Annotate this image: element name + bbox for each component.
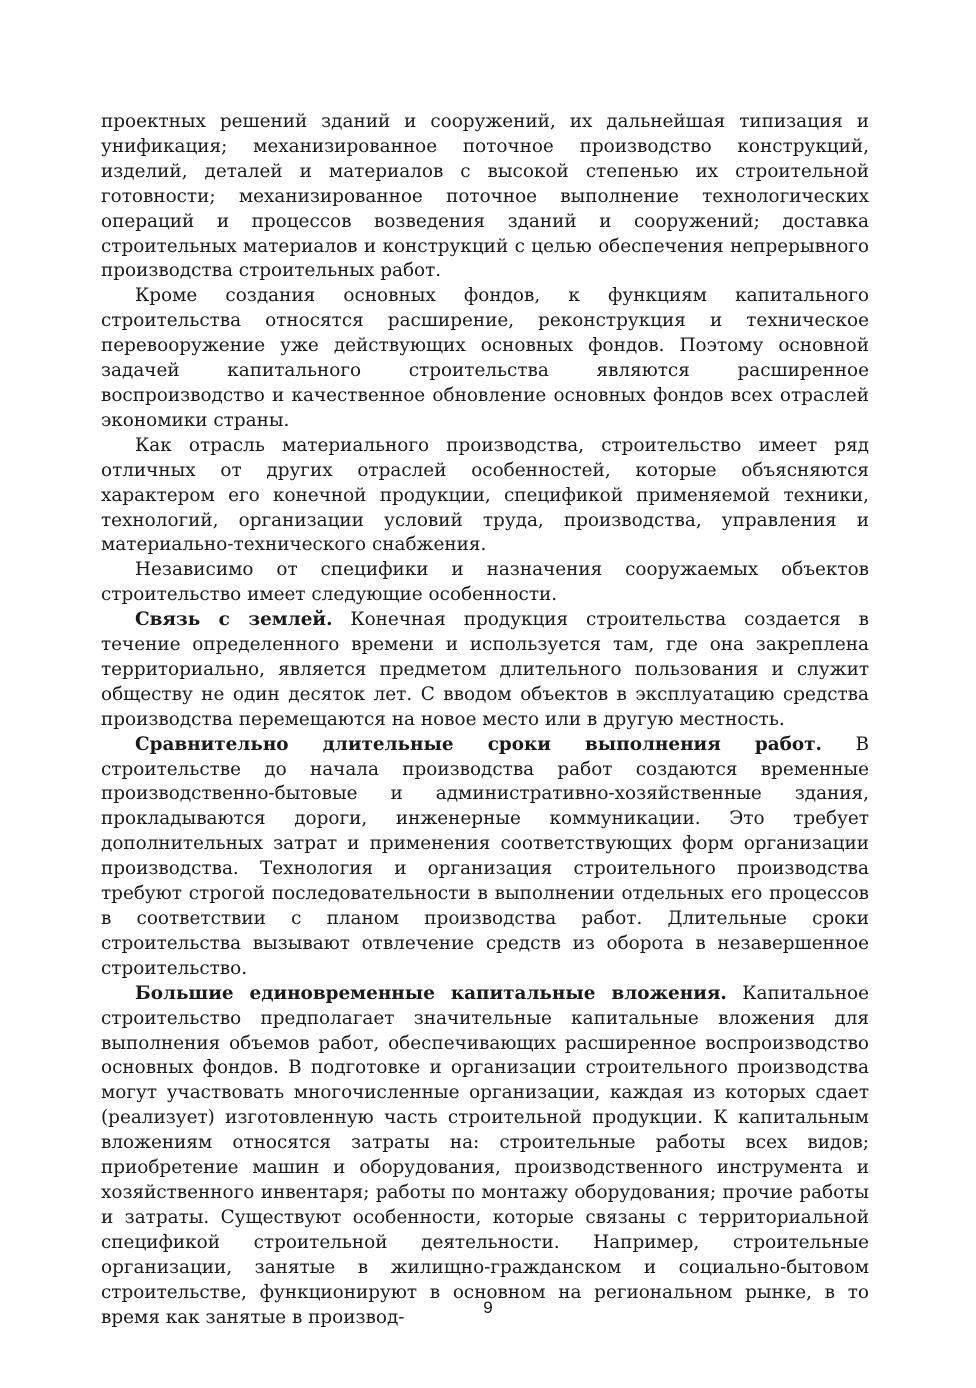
paragraph-1 bbox=[101, 110, 869, 284]
paragraph-4-text: Независимо от специфики и назначения сооружаемых объектов строительство имеет следующие особенности. bbox=[101, 559, 869, 606]
page-body bbox=[101, 110, 869, 1330]
paragraph-5-text: Конечная продукция строительства создается в течение определенного времени и используется там, где она закреплена территориально, является предметом длительного пользования и служит обществу не один десяток лет. С вводом объектов в эксплуатацию средства производства перемещаются на новое место или в другую местность. bbox=[101, 609, 869, 730]
paragraph-5-lead: Связь с землей. bbox=[135, 609, 333, 631]
page-number: 9 bbox=[483, 1298, 493, 1317]
paragraph-2-text: Кроме создания основных фондов, к функциям капитального строительства относятся расширение, реконструкция и техническое перевооружение уже действующих основных фондов. Поэтому основной задачей капитального строительства являются расширенное воспроизводство и качественное обновление основных фондов всех отраслей экономики страны. bbox=[101, 285, 869, 431]
paragraph-1-text: проектных решений зданий и сооружений, их дальнейшая типизация и унификация; механизированное поточное производство конструкций, изделий, деталей и материалов с высокой степенью их строительной готовности; механизированное поточное выполнение технологических операций и процессов возведения зданий и сооружений; доставка строительных материалов и конструкций с целью обеспечения непрерывного производства строительных работ. bbox=[101, 111, 869, 282]
paragraph-7-lead: Большие единовременные капитальные вложения. bbox=[135, 982, 727, 1004]
paragraph-7 bbox=[101, 982, 869, 1331]
paragraph-6-lead: Сравнительно длительные сроки выполнения работ. bbox=[135, 733, 822, 755]
paragraph-4 bbox=[101, 558, 869, 608]
paragraph-2 bbox=[101, 284, 869, 433]
paragraph-7-text: Капитальное строительство предполагает значительные капитальные вложения для выполнения объемов работ, обеспечивающих расширенное воспроизводство основных фондов. В подготовке и организации строительного производства могут участвовать многочисленные организации, каждая из которых сдает (реализует) изготовленную часть строительной продукции. К капитальным вложениям относятся затраты на: строительные работы всех видов; приобретение машин и оборудования, производственного инструмента и хозяйственного инвентаря; работы по монтажу оборудования; прочие работы и затраты. Существуют особенности, которые связаны с территориальной спецификой строительной деятельности. Например, строительные организации, занятые в жилищно-гражданском и социально-бытовом строительстве, функционируют в основном на региональном рынке, в то время как занятые в производ- bbox=[101, 982, 870, 1328]
paragraph-5 bbox=[101, 608, 869, 733]
paragraph-6-text: В строительстве до начала производства работ создаются временные производственно-бытовые и административно-хозяйственные здания, прокладываются дороги, инженерные коммуникации. Это требует дополнительных затрат и применения соответствующих форм организации производства. Технология и организация строительного производства требуют строгой последовательности в выполнении отдельных его процессов в соответствии с планом производства работ. Длительные сроки строительства вызывают отвлечение средств из оборота в незавершенное строительство. bbox=[101, 733, 869, 979]
paragraph-3 bbox=[101, 434, 869, 559]
paragraph-6 bbox=[101, 733, 869, 982]
paragraph-3-text: Как отрасль материального производства, строительство имеет ряд отличных от других отраслей особенностей, которые объясняются характером его конечной продукции, спецификой применяемой техники, технологий, организации условий труда, производства, управления и материально-технического снабжения. bbox=[101, 434, 869, 556]
